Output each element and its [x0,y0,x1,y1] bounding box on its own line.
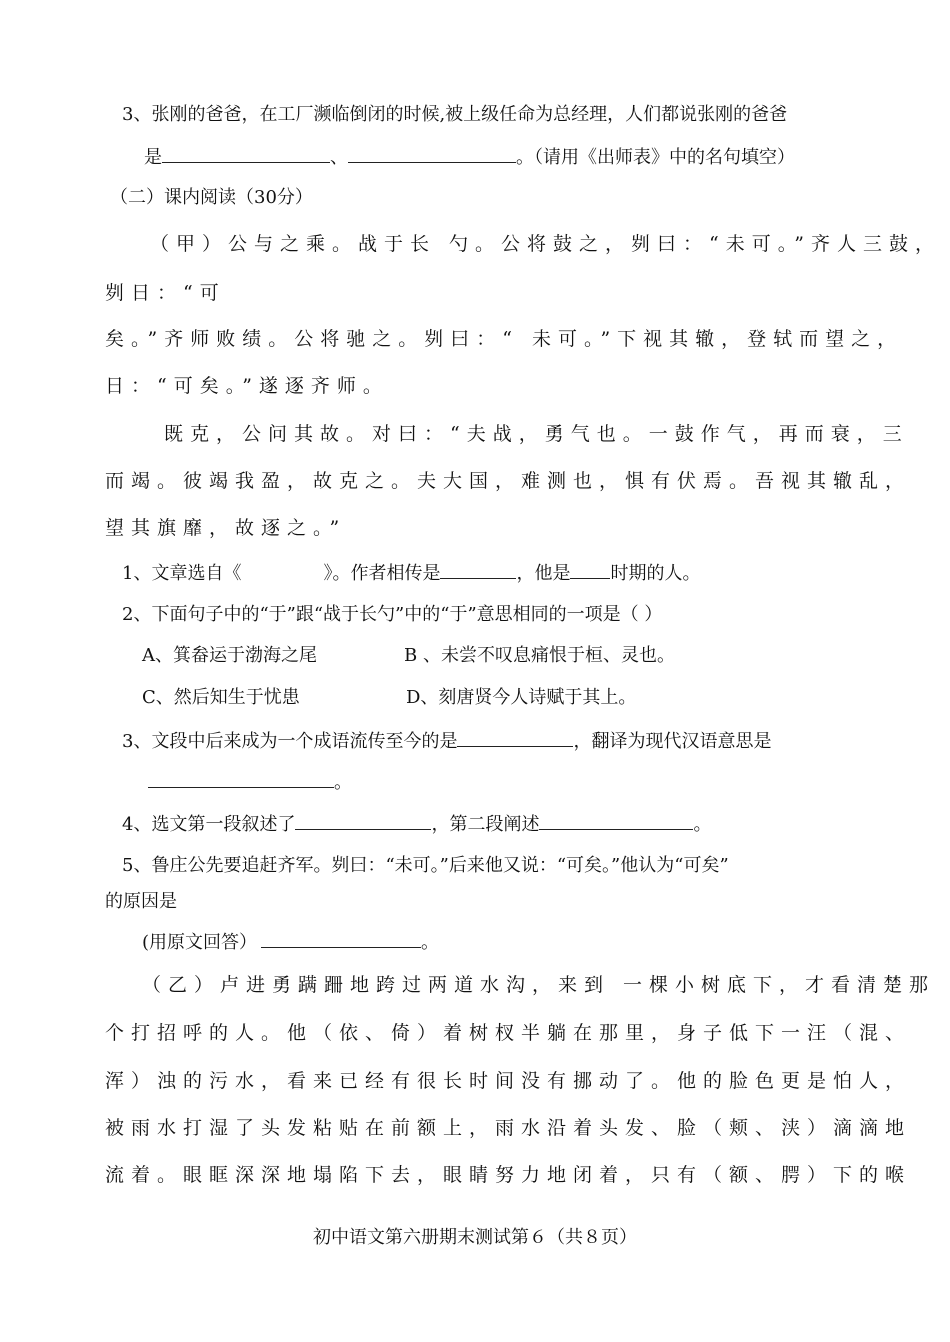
q3-blank-1[interactable] [162,146,330,163]
passage-jia-line: 而竭。彼竭我盈，故克之。夫大国，难测也，惧有伏焉。吾视其辙乱， [105,470,912,492]
passage-jia-line: 日：“可矣。”遂逐齐师。 [105,375,389,397]
q3-part-b: ，翻译为现代汉语意思是 [573,731,772,752]
question-2: 2、下面句子中的“于”跟“战于长勺”中的“于”意思相同的一项是（ ） [122,604,663,625]
q1-part-c: ，他是 [516,563,571,584]
question-5-line3 [142,931,439,955]
q1-author-blank[interactable] [440,562,516,579]
passage-jia-line: （甲）公与之乘。战于长 勺。公将鼓之，刿曰：“未可。”齐人三鼓， [150,233,941,255]
option-b[interactable]: B 、未尝不叹息痛恨于桓、灵也。 [404,645,675,666]
q5-answer-blank[interactable] [261,931,421,948]
passage-yi-line: 流着。眼眶深深地塌陷下去，眼睛努力地闭着，只有（额、腭）下的喉 [105,1164,912,1186]
question-3-line2 [148,771,352,795]
q3-sep: 、 [330,147,348,168]
passage-jia-line: 矣。”齐师败绩。公将驰之。刿曰：“ 未可。”下视其辙，登轼而望之， [105,328,904,350]
q3-line1: 3、张刚的爸爸，在工厂濒临倒闭的时候,被上级任命为总经理，人们都说张刚的爸爸 [122,104,788,125]
q4-part-c: 。 [693,814,712,835]
option-d[interactable]: D、刻唐贤今人诗赋于其上。 [406,687,637,708]
q5-hint: (用原文回答） [142,932,258,953]
passage-jia-line: 望其旗靡，故逐之。” [105,517,347,539]
question-5: 5、鲁庄公先要追赶齐军。刿曰：“未可。”后来他又说：“可矣。”他认为“可矣” [122,855,729,876]
q3-end: 。 [334,772,352,793]
q4-blank-1[interactable] [295,813,431,830]
question-3 [122,730,771,754]
q3-part-a: 3、文段中后来成为一个成语流传至今的是 [122,731,458,752]
q3-blank-2[interactable] [348,146,516,163]
q5-end: 。 [421,932,440,953]
passage-yi-line: （乙）卢进勇蹒跚地跨过两道水沟，来到 一棵小树底下，才看清楚那 [142,974,936,996]
q3-prefix: 是 [144,147,162,168]
q3-translation-blank[interactable] [148,771,334,788]
passage-jia-line: 既克，公问其故。对曰：“夫战，勇气也。一鼓作气，再而衰，三 [164,423,909,445]
option-a[interactable]: A、箕畚运于渤海之尾 [142,645,317,666]
passage-yi-line: 浑）浊的污水，看来已经有很长时间没有挪动了。他的脸色更是怕人， [105,1070,912,1092]
question-5-line2: 的原因是 [105,891,177,912]
q1-part-b: 》。作者相传是 [323,563,441,584]
q1-part-d: 时期的人。 [610,563,701,584]
q3-idiom-blank[interactable] [457,730,573,747]
q4-part-b: ，第二段阐述 [431,814,540,835]
section-title: （二）课内阅读（30分） [110,187,313,208]
question-4 [122,813,711,837]
passage-jia-line: 刿日：“可 [105,282,226,304]
page-footer: 初中语文第六册期末测试第６（共８页） [313,1227,637,1248]
q3-suffix: 。（请用《出师表》中的名句填空） [516,147,795,168]
q4-blank-2[interactable] [539,813,693,830]
q1-period-blank[interactable] [570,562,610,579]
passage-yi-line: 被雨水打湿了头发粘贴在前额上，雨水沿着头发、脸（颊、浃）滴滴地 [105,1117,912,1139]
question-1 [122,562,700,586]
q3-line2 [144,146,795,170]
passage-yi-line: 个打招呼的人。他（依、倚）着树杈半躺在那里，身子低下一汪（混、 [105,1022,912,1044]
option-c[interactable]: C、然后知生于忧患 [142,687,300,708]
q4-part-a: 4、选文第一段叙述了 [122,814,296,835]
q1-part-a: 1、文章选自《 [122,563,242,584]
